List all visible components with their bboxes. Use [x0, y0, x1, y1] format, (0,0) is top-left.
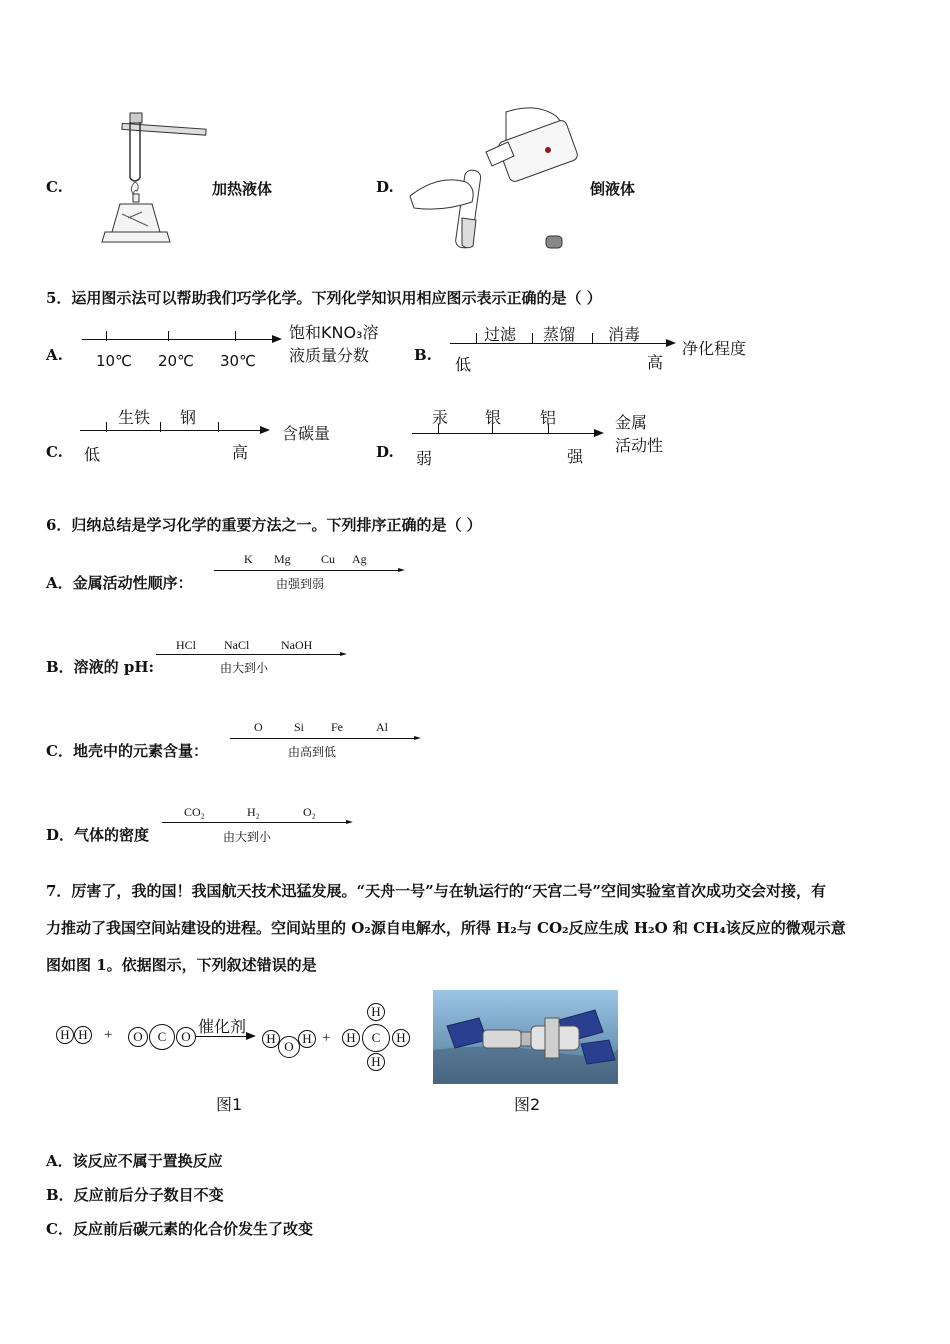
q5-b-item: 蒸馏: [543, 325, 576, 344]
q6-d-below: 由大到小: [223, 830, 272, 844]
hydrogen-atom: H: [262, 1030, 280, 1048]
q5-d-axis-label: 活动性: [615, 436, 664, 455]
q5-d-item: 银: [485, 408, 502, 427]
q6-a-item: K: [244, 552, 253, 566]
hydrogen-atom: H: [56, 1026, 74, 1044]
oxygen-atom: O: [278, 1036, 300, 1058]
q6-d-arrow-line: [162, 822, 348, 823]
q5-c-tick: [160, 422, 161, 432]
q5-c-tick: [106, 422, 107, 432]
q6-c-below: 由高到低: [288, 745, 337, 759]
q5-d-item: 汞: [432, 408, 449, 427]
q5-option-b-letter: B.: [414, 346, 432, 364]
q4-option-d-letter: D.: [376, 178, 394, 196]
q6-b-item: HCl: [176, 638, 197, 652]
q5-a-axis-label: 饱和KNO₃溶: [289, 323, 379, 342]
q7-option-c: C．反应前后碳元素的化合价发生了改变: [46, 1220, 313, 1238]
q6-d-item: H₂: [247, 805, 260, 819]
plus-sign: +: [104, 1027, 113, 1043]
q6-a-item: Cu: [321, 552, 336, 566]
figure-1-caption: 图1: [216, 1095, 243, 1114]
alcohol-lamp-heating-illustration: [100, 108, 210, 250]
q5-option-a-letter: A.: [46, 346, 63, 364]
q5-d-item: 铝: [540, 408, 557, 427]
q5-d-axis-label: 金属: [615, 413, 648, 432]
q5-d-low: 弱: [416, 449, 433, 468]
q6-b-arrow-line: [156, 654, 342, 655]
reaction-arrowhead: [246, 1032, 256, 1040]
q7-stem-line-2: 力推动了我国空间站建设的进程。空间站里的 O₂源自电解水，所得 H₂与 CO₂反应生成 H₂O 和 CH₄该反应的微观示意: [46, 919, 846, 937]
q5-b-axis-label: 净化程度: [682, 339, 747, 358]
q5-c-low: 低: [84, 445, 101, 464]
q5-stem: 5．运用图示法可以帮助我们巧学化学。下列化学知识用相应图示表示正确的是（ ）: [46, 289, 602, 307]
carbon-atom: C: [149, 1024, 175, 1050]
carbon-atom: C: [362, 1024, 390, 1052]
q5-option-c-letter: C.: [46, 443, 63, 461]
q5-a-tick-label: 20℃: [158, 352, 194, 370]
q5-b-tick: [476, 333, 477, 343]
figure-2-caption: 图2: [514, 1095, 541, 1114]
q5-c-axis-label: 含碳量: [282, 424, 331, 443]
q6-c-arrowhead: [414, 736, 421, 740]
q5-a-axis: [82, 339, 274, 340]
q6-c-item: Al: [376, 720, 388, 734]
q6-c-item: O: [254, 720, 263, 734]
q5-b-high: 高: [647, 353, 664, 372]
reaction-arrow-line: [196, 1036, 248, 1037]
hydrogen-atom: H: [298, 1030, 316, 1048]
q5-d-arrowhead: [594, 429, 604, 437]
q6-a-arrow-line: [214, 570, 400, 571]
q4-option-c-letter: C.: [46, 178, 63, 196]
plus-sign: +: [322, 1030, 331, 1046]
q6-a-below: 由强到弱: [276, 577, 325, 591]
hydrogen-atom: H: [392, 1029, 410, 1047]
pouring-liquid-illustration: [406, 100, 586, 254]
q6-option-c-label: C．地壳中的元素含量：: [46, 742, 208, 760]
q6-c-item: Fe: [331, 720, 343, 734]
q7-stem-line-3: 图如图 1。依据图示，下列叙述错误的是: [46, 956, 317, 974]
q5-b-tick: [532, 333, 533, 343]
q6-c-arrow-line: [230, 738, 416, 739]
q6-a-arrowhead: [398, 568, 405, 572]
q6-option-a-label: A．金属活动性顺序：: [46, 574, 193, 592]
q5-a-arrowhead: [272, 335, 282, 343]
q7-stem-line-1: 7．厉害了，我的国！我国航天技术迅猛发展。“天舟一号”与在轨运行的“天宫二号”空间实验室首次成功交会对接，有: [46, 882, 826, 900]
q6-option-d-label: D．气体的密度: [46, 826, 150, 844]
q5-c-arrowhead: [260, 426, 270, 434]
q5-b-item: 消毒: [608, 325, 641, 344]
q5-a-tick: [235, 331, 236, 341]
q5-a-tick-label: 10℃: [96, 352, 132, 370]
q6-b-below: 由大到小: [220, 661, 269, 675]
q5-c-axis: [80, 430, 262, 431]
q7-option-a: A．该反应不属于置换反应: [46, 1152, 223, 1170]
oxygen-atom: O: [128, 1027, 148, 1047]
q6-d-arrowhead: [346, 820, 353, 824]
q5-c-item: 钢: [180, 408, 197, 427]
hydrogen-atom: H: [367, 1003, 385, 1021]
q5-b-tick: [592, 333, 593, 343]
q6-stem: 6．归纳总结是学习化学的重要方法之一。下列排序正确的是（ ）: [46, 516, 482, 534]
oxygen-atom: O: [176, 1027, 196, 1047]
hydrogen-atom: H: [342, 1029, 360, 1047]
q5-b-low: 低: [455, 355, 472, 374]
q7-option-b: B．反应前后分子数目不变: [46, 1186, 224, 1204]
q5-a-tick: [106, 331, 107, 341]
q4-option-c-caption: 加热液体: [212, 180, 273, 198]
q6-a-item: Mg: [274, 552, 291, 566]
q5-a-axis-label: 液质量分数: [289, 346, 370, 365]
q6-a-item: Ag: [352, 552, 367, 566]
q4-option-d-caption: 倒液体: [590, 180, 636, 198]
q5-c-item: 生铁: [118, 408, 151, 427]
q5-c-high: 高: [232, 443, 249, 462]
q6-d-item: CO₂: [184, 805, 205, 819]
q5-option-d-letter: D.: [376, 443, 394, 461]
q6-b-item: NaCl: [224, 638, 250, 652]
q6-b-item: NaOH: [281, 638, 313, 652]
q6-c-item: Si: [294, 720, 305, 734]
q5-a-tick-label: 30℃: [220, 352, 256, 370]
q6-d-item: O₂: [303, 805, 316, 819]
space-station-docking-photo: [433, 990, 618, 1084]
q5-d-high: 强: [567, 447, 584, 466]
q5-d-axis: [412, 433, 596, 434]
hydrogen-atom: H: [367, 1053, 385, 1071]
hydrogen-atom: H: [74, 1026, 92, 1044]
q6-b-arrowhead: [340, 652, 347, 656]
q5-b-arrowhead: [666, 339, 676, 347]
q5-b-item: 过滤: [484, 325, 517, 344]
q5-c-tick: [218, 422, 219, 432]
q5-a-tick: [168, 331, 169, 341]
q6-option-b-label: B．溶液的 pH:: [46, 658, 155, 676]
catalyst-label: 催化剂: [198, 1017, 247, 1036]
